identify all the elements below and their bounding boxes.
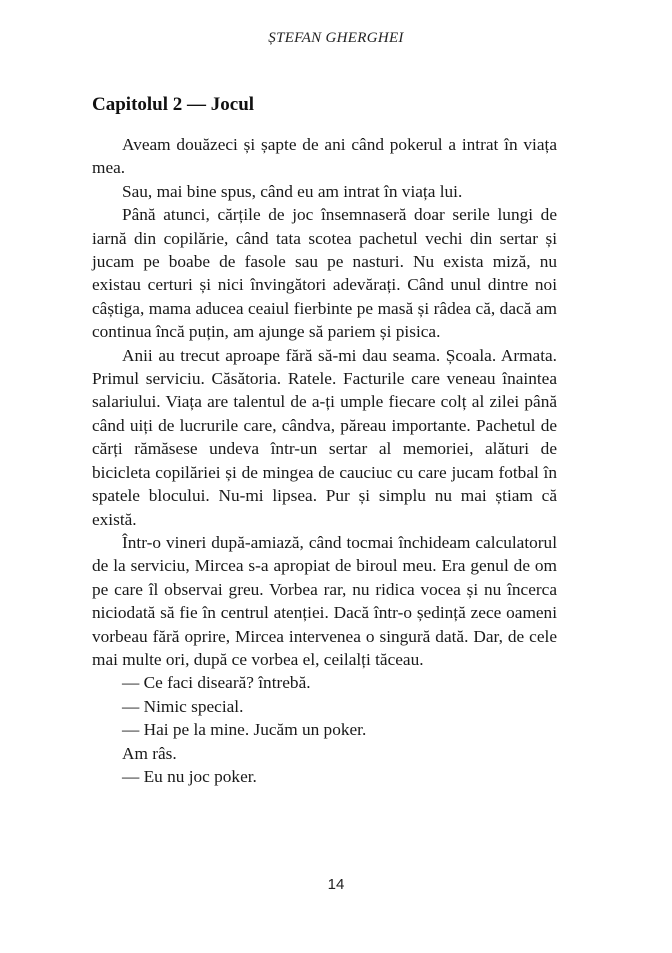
paragraph: Într-o vineri după-amiază, când tocmai închideam calculatorul de la serviciu, Mircea s-a apropiat de biroul meu. Era genul de om pe care îl observai greu. Vorbea rar, nu ridica vocea și nu încerca niciodată să fie în centrul atenției. Dacă într-o ședință zece oameni vorbeau fără oprire, Mircea intervenea o singură dată. Dar, de cele mai multe ori, după ce vorbea el, ceilalți tăceau.: [92, 532, 557, 669]
running-header: ȘTEFAN GHERGHEI: [268, 30, 404, 46]
paragraph: Anii au trecut aproape fără să-mi dau seama. Școala. Armata. Primul serviciu. Căsătoria. Ratele. Facturile care veneau înaintea salariului. Viața are talentul de a-ți umple fiecare colț al zilei până când uiți de lucrurile care, cândva, păreau importante. Pachetul de cărți rămăsese undeva într-un sertar al memoriei, alături de bicicleta copilăriei și de mingea de cauciuc cu care jucam fotbal în spatele blocului. Nu-mi lipsea. Pur și simplu nu mai știam că există.: [92, 345, 557, 529]
dialogue-line: — Hai pe la mine. Jucăm un poker.: [122, 720, 367, 740]
paragraph: Am râs.: [122, 743, 177, 763]
paragraph: Sau, mai bine spus, când eu am intrat în viața lui.: [122, 181, 463, 201]
chapter-title: Capitolul 2 — Jocul: [92, 94, 255, 115]
body-text: [92, 133, 557, 788]
paragraph: Aveam douăzeci și șapte de ani când pokerul a intrat în viața mea.: [92, 135, 557, 178]
paragraph: Până atunci, cărțile de joc însemnaseră doar serile lungi de iarnă din copilărie, când tata scotea pachetul vechi din sertar și jucam pe boabe de fasole sau pe nasturi. Nu exista miză, nu existau certuri și nici învingători adevărați. Când unul dintre noi câștiga, mama aducea ceaiul fierbinte pe masă și râdea că, dacă am continua încă puțin, am ajunge să pariem și pisica.: [92, 205, 557, 342]
dialogue-line: — Eu nu joc poker.: [122, 766, 257, 786]
dialogue-line: — Nimic special.: [122, 696, 244, 716]
dialogue-line: — Ce faci diseară? întrebă.: [122, 673, 311, 693]
page-number: 14: [327, 876, 345, 893]
